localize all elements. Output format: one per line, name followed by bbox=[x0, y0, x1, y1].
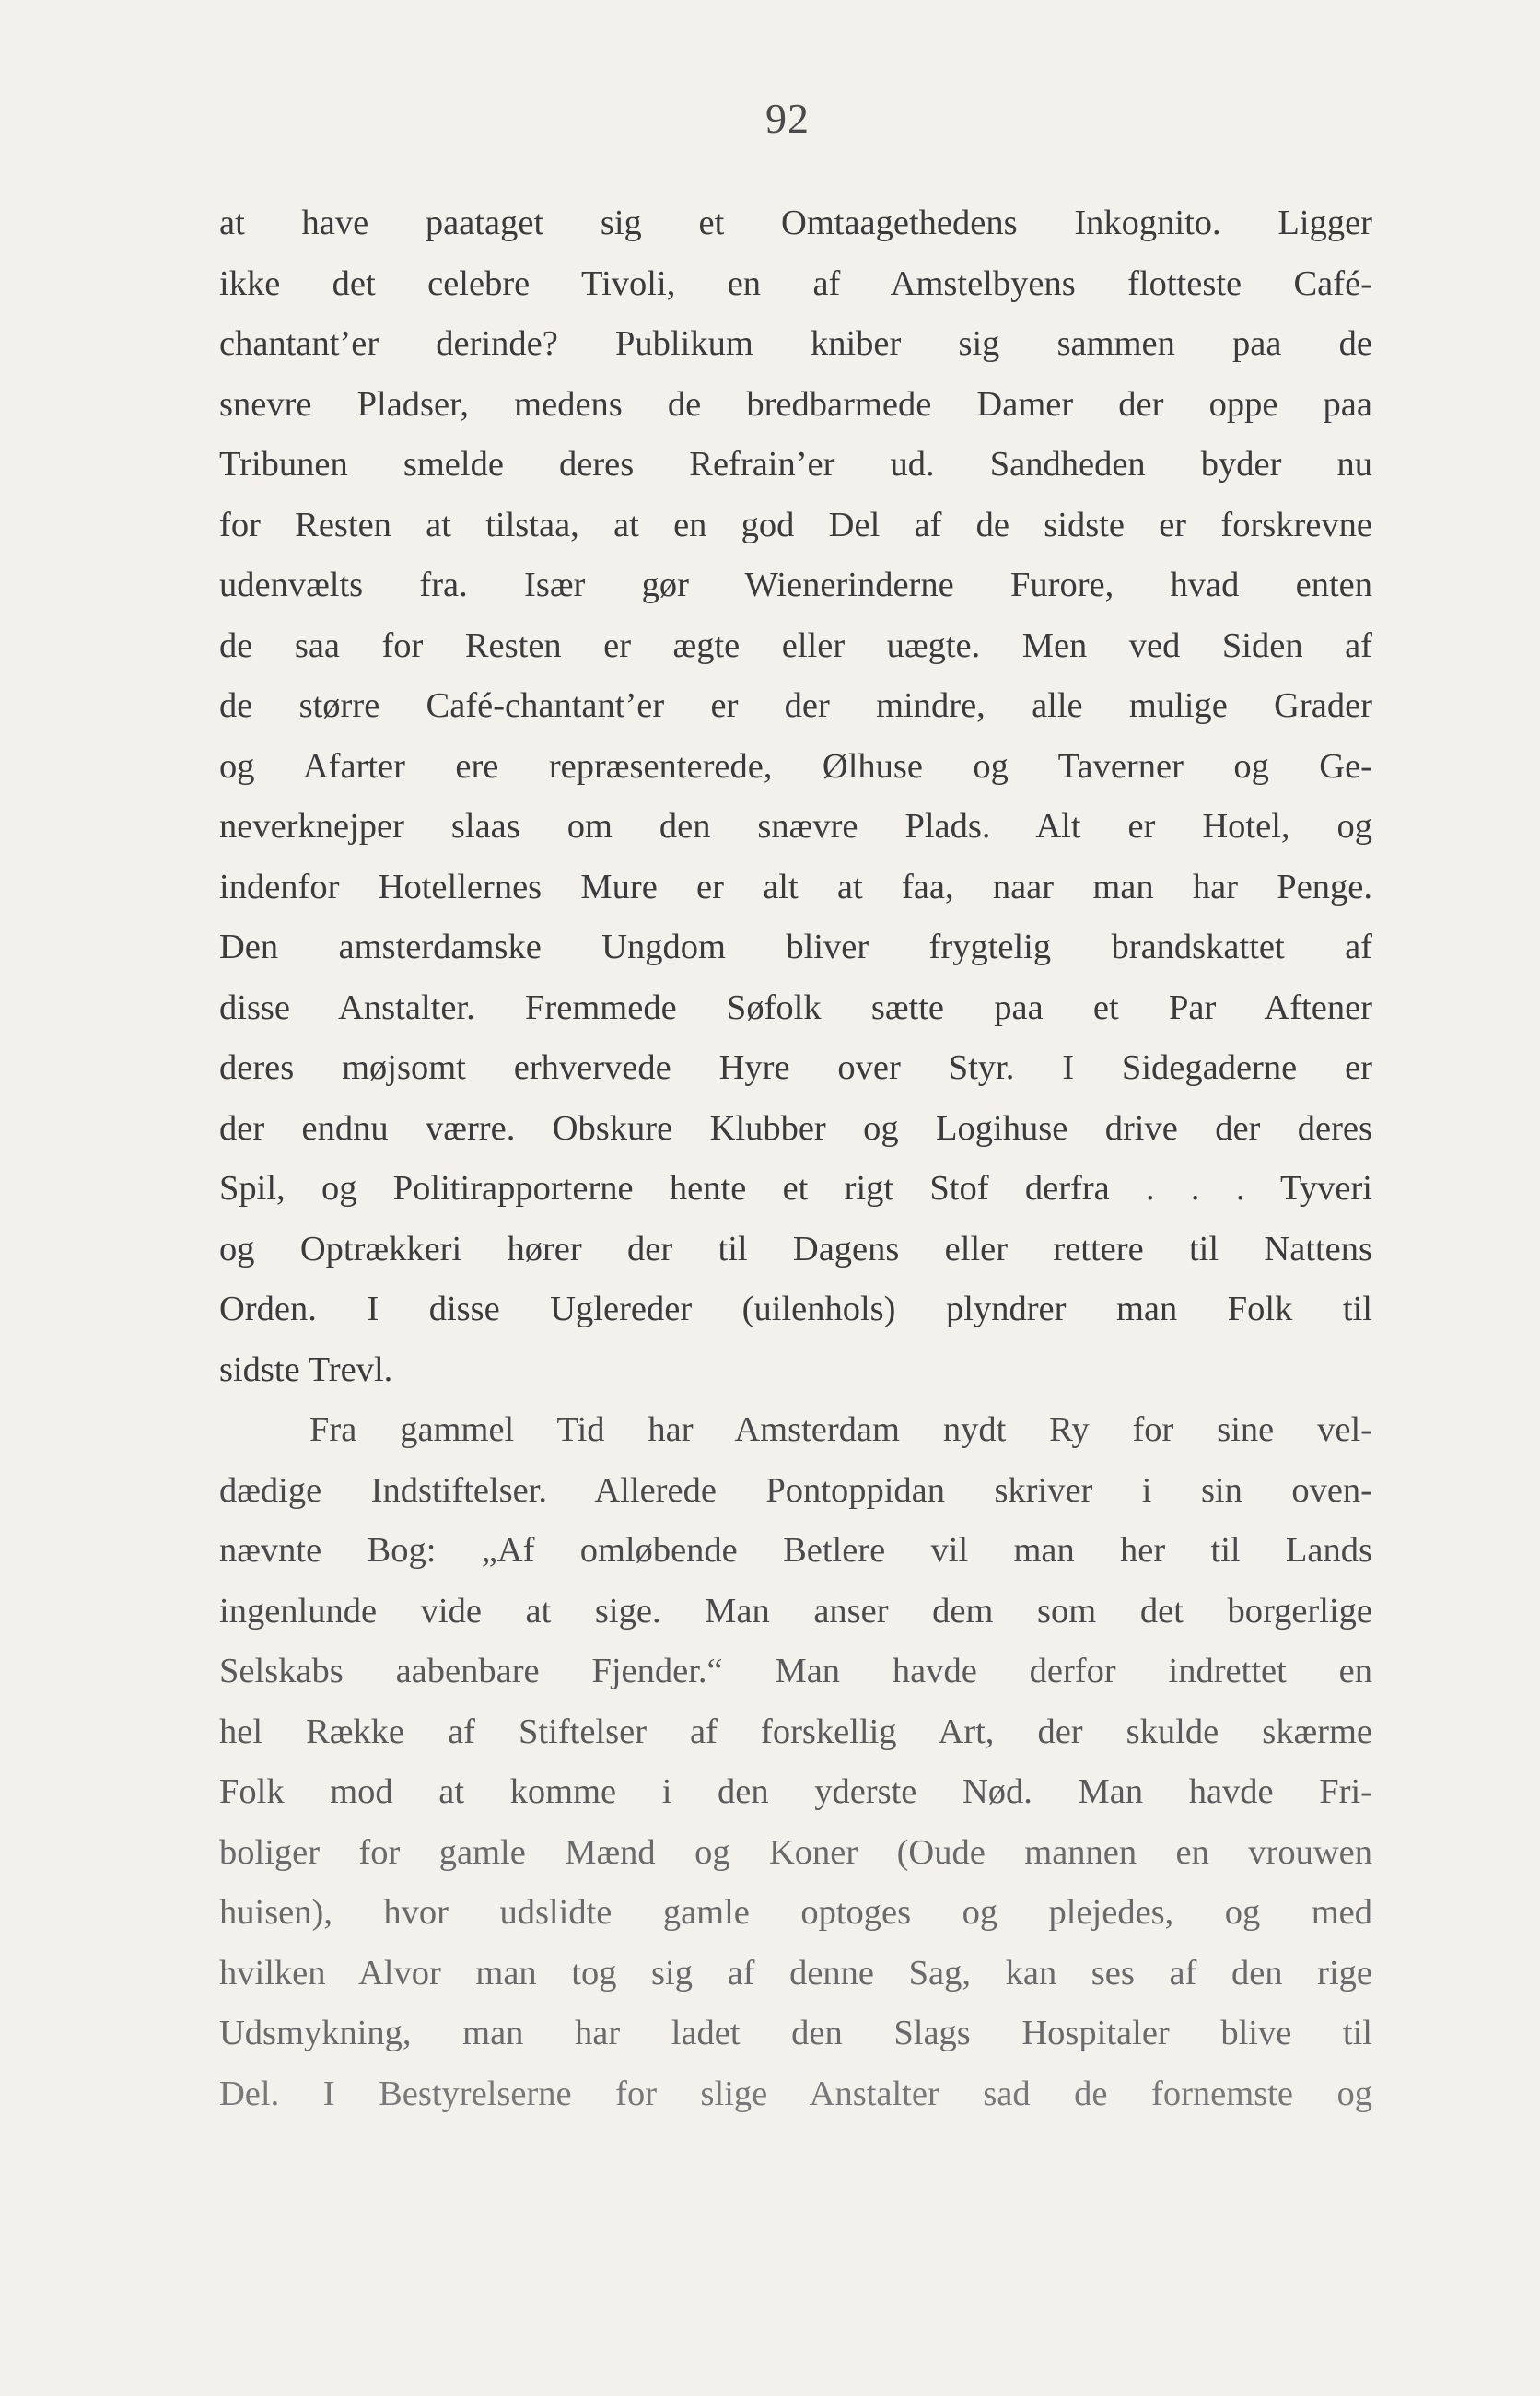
paragraph-2 bbox=[219, 1400, 1372, 2124]
text-line: der endnu værre. Obskure Klubber og Logihuse drive der deres bbox=[219, 1108, 1372, 1148]
text-line: hel Række af Stiftelser af forskellig Art, der skulde skærme bbox=[219, 1712, 1372, 1751]
text-line: huisen), hvor udslidte gamle optoges og plejedes, og med bbox=[219, 1893, 1372, 1932]
text-line: Spil, og Politirapporterne hente et rigt Stof derfra . . . Tyveri bbox=[219, 1169, 1372, 1208]
text-line: disse Anstalter. Fremmede Søfolk sætte paa et Par Aftener bbox=[219, 988, 1372, 1027]
text-line: og Optrækkeri hører der til Dagens eller rettere til Nattens bbox=[219, 1229, 1372, 1268]
text-line: Den amsterdamske Ungdom bliver frygtelig brandskattet af bbox=[219, 928, 1372, 966]
text-line: Udsmykning, man har ladet den Slags Hospitaler blive til bbox=[219, 2014, 1372, 2052]
text-line: at have paataget sig et Omtaagethedens Inkognito. Ligger bbox=[219, 204, 1372, 242]
text-line: neverknejper slaas om den snævre Plads. Alt er Hotel, og bbox=[219, 807, 1372, 846]
text-line: deres møjsomt erhvervede Hyre over Styr. I Sidegaderne er bbox=[219, 1048, 1372, 1087]
page-number: 92 bbox=[765, 95, 810, 142]
text-line: og Afarter ere repræsenterede, Ølhuse og Taverner og Ge- bbox=[219, 746, 1372, 786]
text-line: snevre Pladser, medens de bredbarmede Damer der oppe paa bbox=[219, 384, 1372, 424]
text-line: for Resten at tilstaa, at en god Del af de sidste er forskrevne bbox=[219, 505, 1372, 544]
text-line: sidste Trevl. bbox=[219, 1350, 393, 1389]
text-line: Fra gammel Tid har Amsterdam nydt Ry for sine vel- bbox=[309, 1410, 1372, 1449]
text-line: Del. I Bestyrelserne for slige Anstalter sad de fornemste og bbox=[219, 2074, 1372, 2113]
text-line: Orden. I disse Uglereder (uilenhols) plyndrer man Folk til bbox=[219, 1290, 1372, 1328]
text-line: ikke det celebre Tivoli, en af Amstelbyens flotteste Café- bbox=[219, 263, 1372, 303]
text-line: indenfor Hotellernes Mure er alt at faa, naar man har Penge. bbox=[219, 867, 1372, 906]
text-line: Tribunen smelde deres Refrain’er ud. Sandheden byder nu bbox=[219, 445, 1372, 484]
text-line: Selskabs aabenbare Fjender.“ Man havde derfor indrettet en bbox=[219, 1652, 1372, 1690]
text-line: nævnte Bog: „Af omløbende Betlere vil man her til Lands bbox=[219, 1531, 1372, 1570]
text-line: udenvælts fra. Især gør Wienerinderne Furore, hvad enten bbox=[219, 566, 1372, 604]
text-line: chantant’er derinde? Publikum kniber sig sammen paa de bbox=[219, 324, 1372, 363]
text-line: boliger for gamle Mænd og Koner (Oude mannen en vrouwen bbox=[219, 1832, 1372, 1872]
text-line: Folk mod at komme i den yderste Nød. Man havde Fri- bbox=[219, 1772, 1372, 1811]
text-line: de saa for Resten er ægte eller uægte. Men ved Siden af bbox=[219, 625, 1372, 665]
text-line: ingenlunde vide at sige. Man anser dem som det borgerlige bbox=[219, 1591, 1372, 1630]
text-line: hvilken Alvor man tog sig af denne Sag, kan ses af den rige bbox=[219, 1953, 1372, 1993]
text-line: dædige Indstiftelser. Allerede Pontoppidan skriver i sin oven- bbox=[219, 1470, 1372, 1510]
paragraph-1 bbox=[219, 193, 1372, 1400]
body-text bbox=[219, 193, 1372, 2124]
text-line: de større Café-chantant’er er der mindre, alle mulige Grader bbox=[219, 686, 1372, 725]
